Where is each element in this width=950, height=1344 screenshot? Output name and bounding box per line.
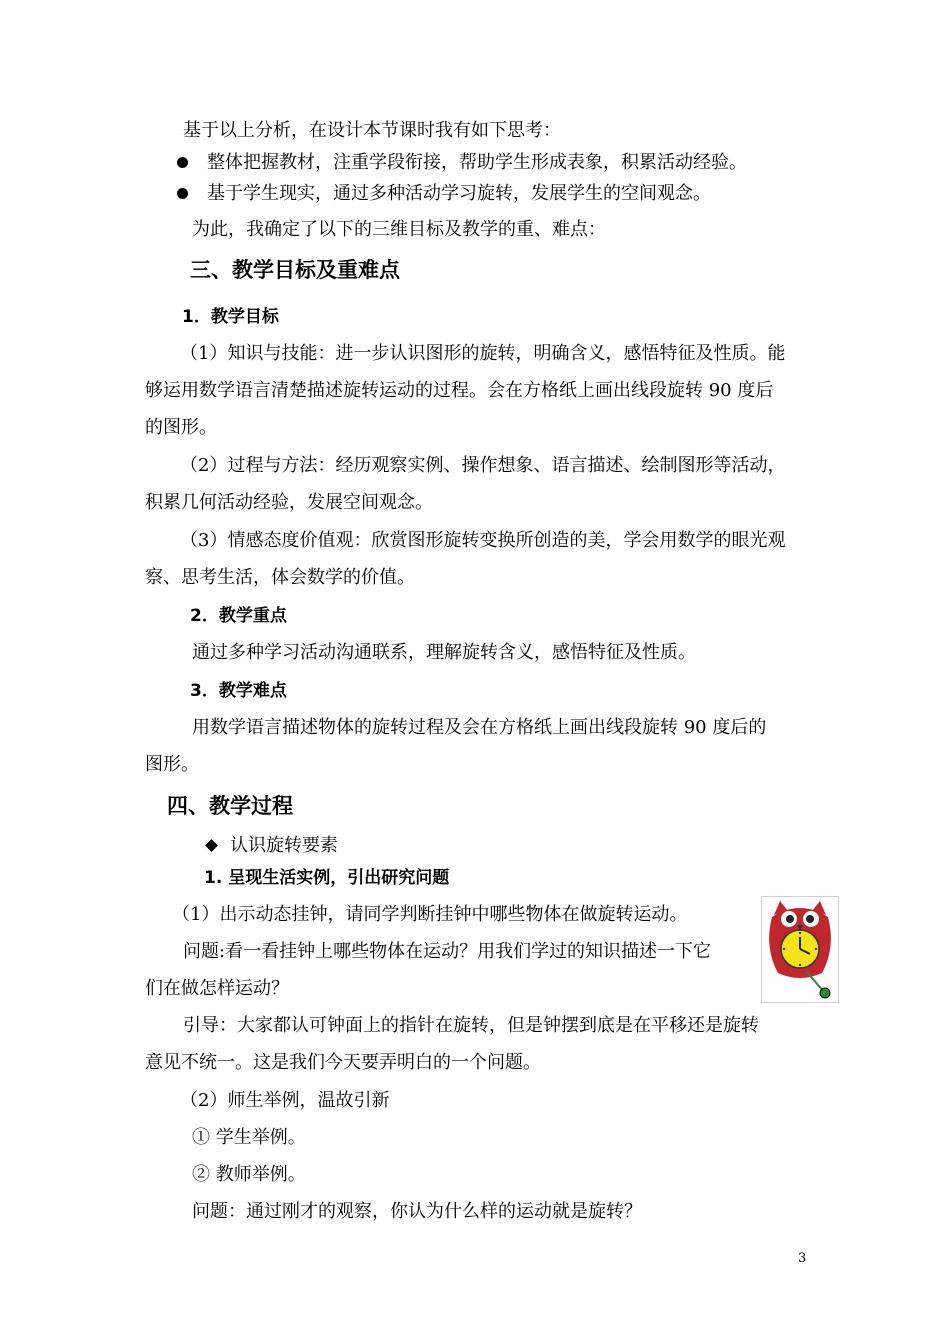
diamond-item: 认识旋转要素 [230,835,338,856]
step1-heading: 1. 呈现生活实例，引出研究问题 [204,868,450,888]
question-paragraph: 问题：通过刚才的观察，你认为什么样的运动就是旋转？ [192,1201,642,1222]
paragraph: （1）出示动态挂钟，请同学判断挂钟中哪些物体在做旋转运动。 [172,904,688,925]
goals-heading: 1．教学目标 [182,307,279,327]
difficulty-heading: 3．教学难点 [190,681,287,701]
paragraph: （2）师生举例，温故引新 [180,1090,390,1111]
transition-text: 为此，我确定了以下的三维目标及教学的重、难点： [192,219,606,240]
diamond-bullet-icon [205,839,218,852]
owl-clock-image [761,896,839,1003]
list-item: ② 教师举例。 [192,1164,306,1185]
bullet-dot-icon [177,157,188,168]
bullet-dot-icon [177,188,188,199]
key-text: 通过多种学习活动沟通联系，理解旋转含义，感悟特征及性质。 [192,642,696,663]
section-heading-4: 四、教学过程 [167,794,293,818]
bullet-item: 整体把握教材，注重学段衔接，帮助学生形成表象，积累活动经验。 [207,152,747,173]
section-heading-3: 三、教学目标及重难点 [190,258,400,282]
bullet-item: 基于学生现实，通过多种活动学习旋转，发展学生的空间观念。 [207,183,711,204]
intro-text: 基于以上分析，在设计本节课时我有如下思考： [183,120,561,141]
page-number: 3 [798,1251,807,1266]
key-heading: 2．教学重点 [190,606,287,626]
list-item: ① 学生举例。 [192,1127,306,1148]
